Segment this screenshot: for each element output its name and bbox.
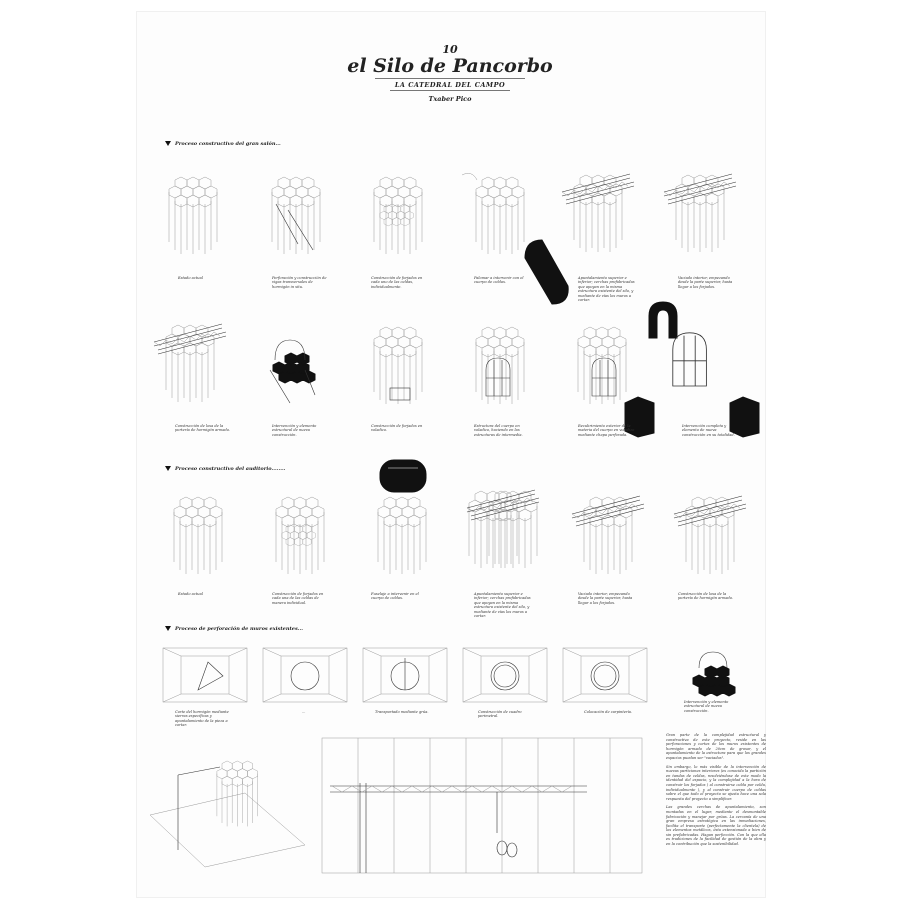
- silo-axonometric-drawing: [360, 170, 440, 260]
- page-subtitle: LA CATEDRAL DEL CAMPO: [394, 81, 506, 89]
- silo-truss-drawing: [672, 490, 752, 575]
- caption: Intervención completa y elemento de nueva construcción en su totalidad.: [682, 424, 735, 437]
- caption: Construcción de losa de la portería de hormigón armado.: [678, 592, 734, 601]
- caption: Vaciado interior, empezando desde la parte superior, hasta llegar a los forjados.: [678, 276, 733, 289]
- silo-axonometric-drawing: [360, 320, 440, 410]
- black-hex-structure-drawing: [265, 335, 325, 405]
- triangle-marker-icon: [165, 466, 171, 471]
- caption: Construcción de losa de la portería de hormigón armado.: [175, 424, 231, 433]
- caption: Apuntalamiento superior e inferior; cerchas prefabricadas que apoyan en la misma estructura existente del silo, y mediante de vías los muros a cortar.: [474, 592, 531, 619]
- section-elevation-drawing: [322, 738, 644, 875]
- silo-truss-drawing: [570, 490, 650, 575]
- silo-axonometric-drawing: [160, 490, 240, 575]
- body-paragraph: Sin embargo, lo más visible de la intervención de nuevas particiones interiores (es conocida la partición en tandas de celdas, resolviéndose de este modo la identidad del espacio, y la complejidad a la hora de construir los forjados ) al construirse celda por celda, individualmente ), y al construir cuerpo de celdas sobre el que todo el proyecto se ajusta hace una sola respuesta del proyecto a simplificar.: [666, 764, 766, 801]
- perforation-drawing: [463, 648, 548, 704]
- section-heading-auditorio: Proceso constructivo del auditorio........: [165, 466, 285, 472]
- perforation-drawing: [263, 648, 348, 704]
- caption: Construcción de cuadro perimetral.: [478, 710, 522, 719]
- caption: Construcción de forjados en cada uno de las celdas, individualmente.: [371, 276, 423, 289]
- silo-truss-drawing: [152, 318, 237, 408]
- section-heading-perforacion: Proceso de perforación de muros existentes...: [165, 626, 303, 632]
- silo-axonometric-drawing: [262, 490, 342, 575]
- silo-axonometric-drawing: [155, 170, 235, 260]
- silo-truss-drawing: [662, 168, 747, 258]
- caption: Estado actual: [178, 592, 203, 596]
- caption: Intervención y elemento estructural de nueva construcción.: [272, 424, 317, 437]
- silo-truss-drawing: [560, 168, 645, 258]
- caption: Vaciado interior, empezando desde la parte superior, hasta llegar a los forjados.: [578, 592, 633, 605]
- caption: Intervención y elemento estructural de nueva construcción.: [684, 700, 729, 713]
- triangle-marker-icon: [165, 626, 171, 631]
- page-title: el Silo de Pancorbo: [347, 55, 553, 77]
- caption: Construcción de forjados en cada una de las celdas de manera individual.: [272, 592, 324, 605]
- black-capsule-drawing: [378, 458, 428, 494]
- caption: Estado actual: [178, 276, 203, 280]
- silo-axonometric-drawing: [258, 170, 338, 260]
- subtitle-rule: [390, 90, 510, 91]
- silo-truss-drawing: [455, 484, 555, 574]
- perforation-drawing: [163, 648, 248, 704]
- caption: Fuselaje a intervenir en el cuerpo de celdas.: [371, 592, 419, 601]
- title-rule: [375, 78, 525, 79]
- caption: ...: [302, 710, 306, 714]
- caption: Transportado mediante grúa.: [375, 710, 429, 714]
- black-hex-structure-drawing: [685, 648, 745, 693]
- caption: Construcción de forjados en voladizo.: [371, 424, 423, 433]
- title-number: 10: [442, 43, 458, 56]
- caption: Colocación de carpintería.: [584, 710, 633, 714]
- body-paragraph: Gran parte de la complejidad estructural y constructiva de este proyecto, reside en las perforaciones y cortes de los muros existentes de hormigón armado de 20cm de grosor, y el apuntalamiento de la estructura para que los grandes espacios puedan ser "vaciados".: [666, 733, 766, 760]
- caption: Apuntalamiento superior e inferior; cerchas prefabricadas que apoyan en la misma estructura existente del silo, y mediante de vías los muros a cortar.: [578, 276, 635, 303]
- body-paragraph: Las grandes cerchas de apuntalamiento, son montadas en el lugar, mediante el desmontable fabricación y manejar por grúas. La cercanía de una gran empresa estratégica en las inmediaciones, facilita el transporte (perfectamente la clientela) de los elementos metálicos, ésta extensionada a bien de sin prefabricadas. Hagan perfección. Con la que ella es tradiciones de la facilidad de gestión de la obra y en la contribución que la sostenibilidad.: [666, 805, 766, 847]
- perforation-drawing: [363, 648, 448, 704]
- silo-axonometric-drawing: [364, 490, 444, 575]
- caption: Estructura del cuerpo en voladizo, haciendo en las estructuras de intermedia.: [474, 424, 523, 437]
- perforation-drawing: [563, 648, 648, 704]
- site-axonometric-drawing: [150, 755, 310, 870]
- title-block: [340, 44, 560, 103]
- triangle-marker-icon: [165, 141, 171, 146]
- caption: Palomar a intervenir con el cuerpo de celdas.: [474, 276, 524, 285]
- author: Txaber Pico: [428, 95, 472, 103]
- caption: Perforación y construcción de vigas transversales de hormigón in situ.: [272, 276, 327, 289]
- section-heading-gran-salon: Proceso constructivo del gran salón...: [165, 141, 281, 147]
- caption: Corte del hormigón mediante sierras específicas y apuntalamiento de la pieza a cortar.: [175, 710, 229, 728]
- caption: Recubrimiento exterior de la materia del cuerpo en voladizo mediante chapa perforada.: [578, 424, 635, 437]
- body-text-block: [666, 733, 766, 847]
- cage-drawing: [670, 330, 740, 400]
- silo-axonometric-drawing: [462, 320, 542, 410]
